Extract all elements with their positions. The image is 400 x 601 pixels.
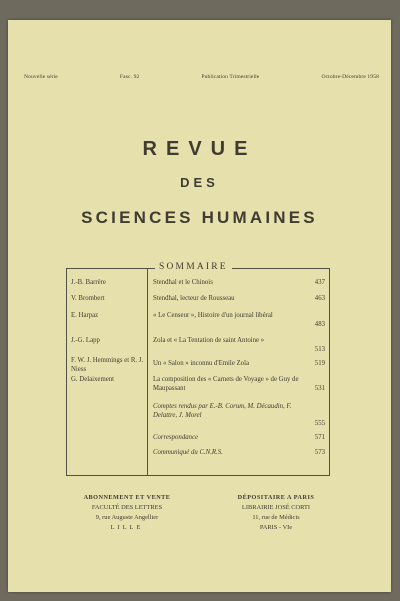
toc-title: Un « Salon » inconnu d'Emile Zola	[153, 360, 249, 367]
journal-cover	[8, 20, 391, 592]
subscription-city: LILLE	[110, 524, 144, 531]
title-des: DES	[180, 175, 219, 190]
toc-page: 513	[314, 346, 325, 353]
series-label: Nouvelle série	[24, 74, 58, 80]
toc-page: 463	[314, 295, 325, 302]
issue-info-line	[24, 74, 379, 80]
toc-page: 573	[314, 449, 325, 456]
toc-page: 555	[314, 420, 325, 427]
toc-author: V. Brombert	[71, 295, 105, 302]
toc-author: E. Harpaz	[71, 312, 99, 319]
fascicle-label: Fasc. 92	[119, 74, 140, 80]
toc-page: 483	[314, 321, 325, 328]
issue-period: Octobre-Décembre 1958	[321, 74, 379, 80]
subscription-address: 9, rue Auguste Angellier	[95, 514, 159, 521]
distributor-block	[216, 493, 336, 533]
toc-title: La composition des « Carnets de Voyage » de Guy de Maupassant	[153, 376, 299, 392]
sommaire-heading: SOMMAIRE	[155, 262, 232, 272]
subscription-faculty: FACULTÉ DES LETTRES	[91, 504, 163, 511]
distributor-city: PARIS - VIe	[259, 524, 293, 531]
title-revue: REVUE	[142, 138, 257, 160]
distributor-address: 11, rue de Médicis	[252, 514, 300, 521]
title-sciences-humaines: SCIENCES HUMAINES	[81, 208, 318, 227]
table-of-contents	[66, 262, 330, 476]
toc-author: F. W. J. Hemmings et R. J. Niess	[71, 357, 144, 373]
toc-page: 571	[314, 434, 325, 441]
toc-page: 519	[314, 360, 325, 367]
subscription-block	[66, 493, 188, 533]
toc-author: J.-B. Barrère	[71, 279, 106, 286]
distributor-bookshop: LIBRAIRIE JOSÉ CORTI	[241, 504, 311, 511]
toc-title: Communiqué du C.N.R.S.	[153, 449, 223, 456]
toc-page: 437	[314, 279, 325, 286]
toc-title: Stendhal, lecteur de Rousseau	[153, 295, 235, 302]
toc-author: G. Delaixement	[71, 376, 115, 383]
distributor-heading: DÉPOSITAIRE A PARIS	[237, 494, 315, 501]
publication-frequency: Publication Trimestrielle	[201, 74, 260, 80]
toc-title: Stendhal et le Chinois	[153, 279, 213, 286]
toc-title: « Le Censeur », Histoire d'un journal libéral	[153, 312, 273, 319]
subscription-heading: ABONNEMENT ET VENTE	[83, 494, 171, 501]
toc-title: Comptes rendus par E.-B. Corum, M. Décaudin, F. Delattre, J. Morel	[153, 403, 292, 419]
toc-page: 531	[314, 385, 325, 392]
toc-title: Correspondance	[153, 434, 199, 441]
toc-author: J.-G. Lapp	[71, 337, 100, 344]
toc-title: Zola et « La Tentation de saint Antoine »	[153, 337, 265, 344]
